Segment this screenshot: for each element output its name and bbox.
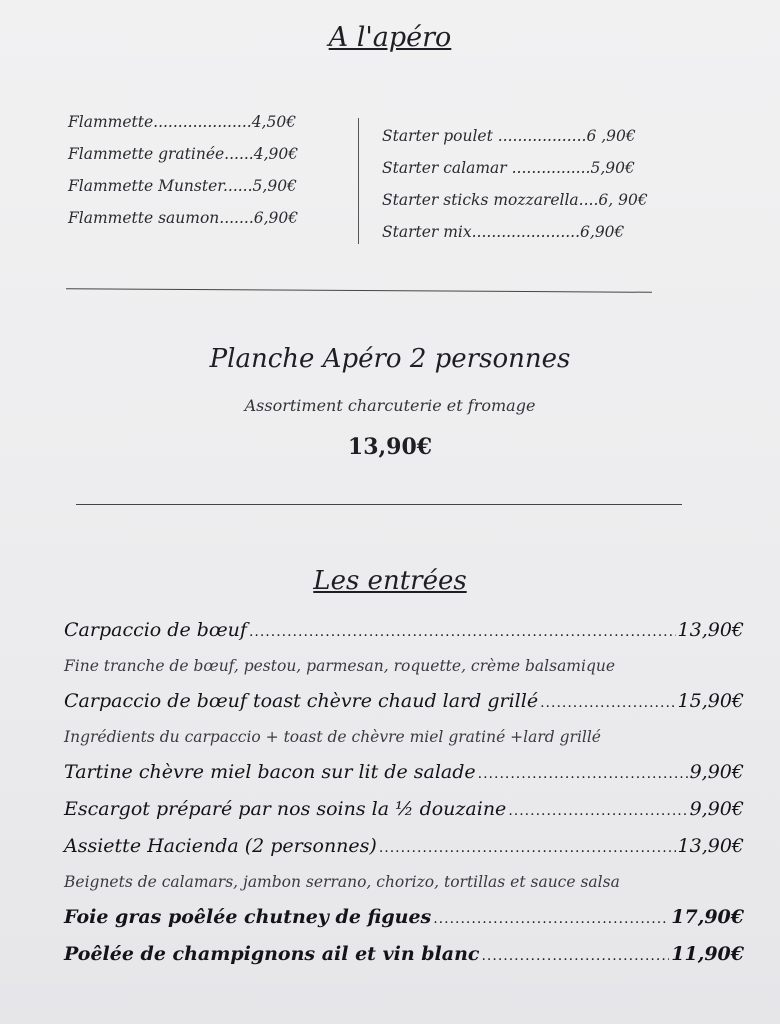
entree-name: Carpaccio de bœuf bbox=[64, 619, 247, 641]
planche-title: Planche Apéro 2 personnes bbox=[209, 344, 571, 374]
apero-item: Flammette....................4,50€ bbox=[68, 113, 297, 131]
apero-left-column bbox=[68, 106, 298, 234]
column-divider bbox=[358, 118, 359, 244]
entree-item bbox=[64, 828, 744, 865]
apero-item: Starter sticks mozzarella....6, 90€ bbox=[382, 191, 648, 209]
section-divider bbox=[66, 288, 652, 293]
dot-leader bbox=[478, 756, 688, 793]
entree-price: 15,90€ bbox=[677, 690, 744, 712]
entree-name: Carpaccio de bœuf toast chèvre chaud lard grillé bbox=[64, 690, 539, 712]
entree-item bbox=[64, 791, 744, 828]
entree-item bbox=[64, 683, 744, 720]
entree-description: Beignets de calamars, jambon serrano, chorizo, tortillas et sauce salsa bbox=[64, 873, 620, 891]
dot-leader bbox=[379, 830, 676, 867]
entree-item bbox=[64, 612, 744, 649]
dot-leader bbox=[508, 793, 687, 830]
entrees-section-title: Les entrées bbox=[313, 566, 467, 596]
entree-name: Poêlée de champignons ail et vin blanc bbox=[64, 943, 480, 965]
entree-price: 17,90€ bbox=[671, 906, 744, 928]
dot-leader bbox=[433, 901, 669, 938]
apero-item: Flammette saumon.......6,90€ bbox=[68, 209, 299, 227]
entree-name: Assiette Hacienda (2 personnes) bbox=[64, 835, 377, 857]
entree-price: 9,90€ bbox=[689, 761, 744, 783]
dot-leader bbox=[540, 685, 675, 722]
dot-leader bbox=[481, 938, 669, 975]
entree-description: Fine tranche de bœuf, pestou, parmesan, roquette, crème balsamique bbox=[64, 657, 616, 675]
apero-item: Starter mix......................6,90€ bbox=[382, 223, 625, 241]
apero-item: Starter poulet ..................6 ,90€ bbox=[382, 127, 636, 145]
entree-price: 11,90€ bbox=[671, 943, 744, 965]
entree-description: Ingrédients du carpaccio + toast de chèvre miel gratiné +lard grillé bbox=[64, 728, 601, 746]
apero-section-title: A l'apéro bbox=[328, 22, 452, 53]
apero-right-column bbox=[382, 120, 648, 248]
dot-leader bbox=[249, 614, 676, 651]
entree-item bbox=[64, 899, 744, 936]
entrees-list bbox=[64, 612, 744, 973]
planche-description: Assortiment charcuterie et fromage bbox=[244, 396, 536, 415]
entree-name: Foie gras poêlée chutney de figues bbox=[64, 906, 432, 928]
apero-item: Flammette gratinée......4,90€ bbox=[68, 145, 299, 163]
entree-price: 9,90€ bbox=[689, 798, 744, 820]
entree-name: Escargot préparé par nos soins la ½ douzaine bbox=[64, 798, 507, 820]
planche-price: 13,90€ bbox=[347, 434, 433, 460]
apero-item: Flammette Munster......5,90€ bbox=[68, 177, 297, 195]
entree-price: 13,90€ bbox=[677, 835, 744, 857]
entree-name: Tartine chèvre miel bacon sur lit de salade bbox=[64, 761, 476, 783]
entree-item bbox=[64, 754, 744, 791]
section-divider bbox=[76, 504, 682, 505]
entree-item bbox=[64, 936, 744, 973]
entree-price: 13,90€ bbox=[677, 619, 744, 641]
apero-item: Starter calamar ................5,90€ bbox=[382, 159, 635, 177]
